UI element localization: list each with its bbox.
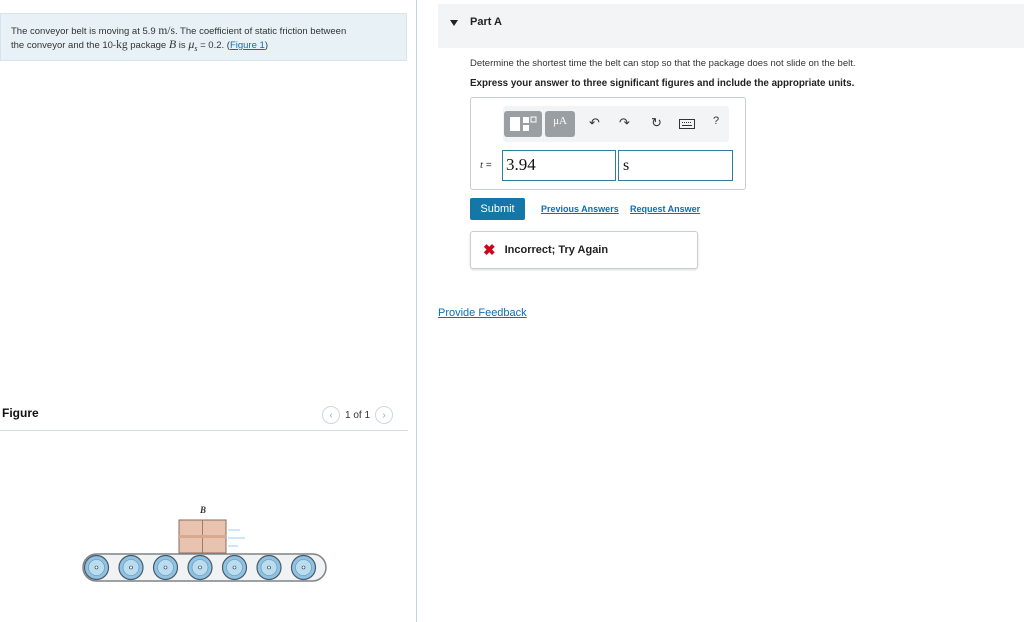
figure-link[interactable]: Figure 1 bbox=[229, 40, 265, 51]
templates-icon[interactable] bbox=[504, 111, 542, 137]
undo-icon[interactable]: ↶ bbox=[589, 115, 600, 130]
problem-text: = 0.2. ( bbox=[200, 40, 230, 51]
velocity-unit: m/s bbox=[158, 25, 175, 37]
left-panel bbox=[0, 0, 408, 622]
equals-sign: = bbox=[485, 160, 492, 171]
problem-text: ) bbox=[264, 40, 268, 51]
question-text: Determine the shortest time the belt can stop so that the package does not slide on the belt. bbox=[470, 58, 856, 69]
conveyor-figure bbox=[80, 500, 330, 590]
submit-button[interactable]: Submit bbox=[470, 198, 525, 220]
part-a-header[interactable] bbox=[438, 4, 1024, 48]
units-button[interactable]: μA bbox=[545, 111, 575, 137]
request-answer-link[interactable]: Request Answer bbox=[630, 204, 701, 214]
figure-title: Figure bbox=[2, 406, 39, 420]
problem-text: package bbox=[130, 40, 167, 51]
package-label: B bbox=[200, 505, 207, 515]
conveyor-wheel bbox=[223, 556, 247, 580]
problem-text: The conveyor belt is moving at 5.9 bbox=[11, 26, 156, 37]
variable-label bbox=[480, 159, 492, 171]
collapse-arrow-icon[interactable] bbox=[450, 20, 458, 26]
feedback-message: Incorrect; Try Again bbox=[504, 244, 609, 256]
previous-answers-link[interactable]: Previous Answers bbox=[541, 204, 619, 214]
variable-symbol: t bbox=[480, 159, 484, 171]
panel-divider bbox=[416, 0, 417, 622]
figure-divider bbox=[0, 430, 408, 431]
package-symbol: B bbox=[168, 37, 177, 51]
package-box bbox=[179, 520, 226, 553]
mu-symbol: μ bbox=[188, 37, 195, 51]
right-panel bbox=[438, 0, 1024, 622]
reset-icon[interactable]: ↻ bbox=[651, 115, 662, 130]
figure-pagination bbox=[322, 406, 393, 424]
unit-input[interactable]: s bbox=[618, 150, 733, 181]
feedback-box bbox=[470, 231, 698, 269]
mass-unit: kg bbox=[116, 39, 128, 51]
problem-text: the conveyor and the 10- bbox=[11, 40, 117, 51]
chevron-right-icon[interactable]: › bbox=[375, 406, 393, 424]
part-title: Part A bbox=[470, 16, 502, 28]
instruction-text: Express your answer to three significant figures and include the appropriate units. bbox=[470, 78, 855, 89]
problem-statement bbox=[0, 13, 407, 61]
conveyor-wheel bbox=[188, 556, 212, 580]
mu-subscript: s bbox=[194, 43, 198, 53]
conveyor-wheel bbox=[119, 556, 143, 580]
keyboard-icon[interactable] bbox=[679, 117, 695, 132]
problem-text: is bbox=[178, 40, 186, 51]
value-input[interactable]: 3.94 bbox=[502, 150, 616, 181]
conveyor-wheel bbox=[85, 556, 109, 580]
answer-area bbox=[470, 97, 746, 190]
chevron-left-icon[interactable]: ‹ bbox=[322, 406, 340, 424]
redo-icon[interactable]: ↷ bbox=[619, 115, 630, 130]
page-indicator: 1 of 1 bbox=[345, 409, 371, 421]
help-icon[interactable]: ? bbox=[713, 115, 720, 127]
math-toolbar bbox=[503, 106, 729, 142]
problem-text: . The coefficient of static friction between bbox=[174, 26, 347, 37]
provide-feedback-link[interactable]: Provide Feedback bbox=[438, 307, 527, 319]
conveyor-wheel bbox=[292, 556, 316, 580]
conveyor-wheel bbox=[257, 556, 281, 580]
x-icon: ✖ bbox=[483, 242, 496, 259]
motion-lines bbox=[228, 530, 245, 546]
conveyor-wheel bbox=[154, 556, 178, 580]
